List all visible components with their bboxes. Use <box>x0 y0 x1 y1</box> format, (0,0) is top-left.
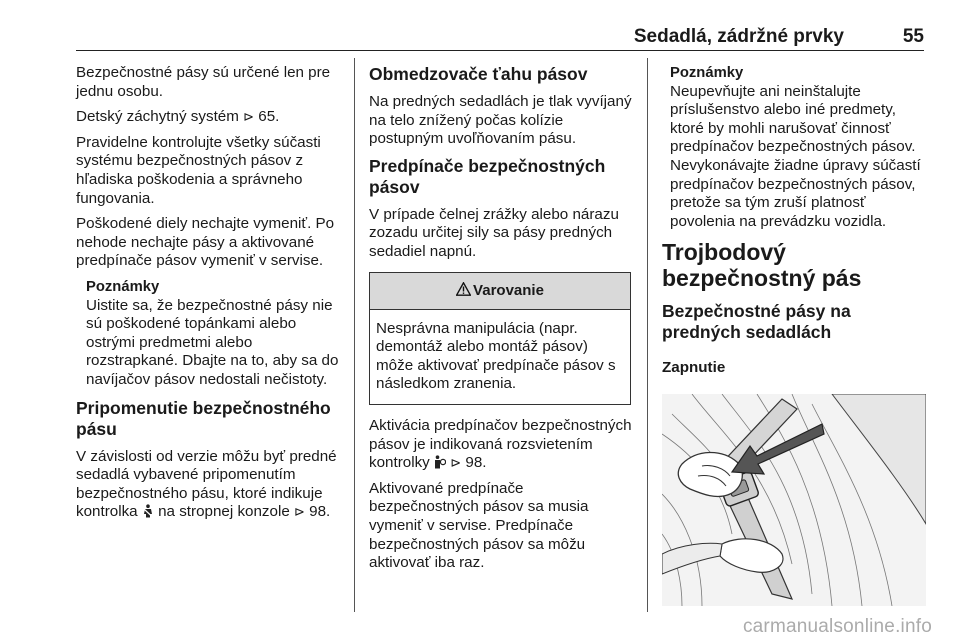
reference-arrow-icon: ⊳ <box>294 504 305 520</box>
column-divider <box>647 58 648 612</box>
page-reference[interactable]: 65. <box>258 108 280 126</box>
note-title: Poznámky <box>670 65 744 81</box>
section-heading-three-point-belt: Trojbodový bezpečnostný pás <box>662 239 862 292</box>
paragraph: V prípade čelnej zrážky alebo nárazu zozadu určitej sily sa pásy predných sedadiel napnú. <box>369 205 619 260</box>
seatbelt-drawing <box>662 394 926 606</box>
paragraph: Na predných sedadlách je tlak vyvíjaný na telo znížený počas kolízie postupným uvoľňovaním pásu. <box>369 93 632 148</box>
note <box>86 278 344 390</box>
column-1 <box>76 64 344 529</box>
reference-arrow-icon: ⊳ <box>243 109 255 125</box>
column-2 <box>369 64 633 580</box>
page-reference[interactable]: 98. <box>309 503 331 521</box>
note-text: Uistite sa, že bezpečnostné pásy nie sú poškodené topánkami alebo ostrými predmetmi alebo rozstrapkané. Dbajte na to, aby sa do navíjačov pásov nedostali nečistoty. <box>86 296 339 388</box>
seatbelt-fastening-illustration <box>662 394 926 606</box>
paragraph: Pravidelne kontrolujte všetky súčasti systému bezpečnostných pásov z hľadiska poškodenia a správneho fungovania. <box>76 133 321 207</box>
warning-box <box>369 272 631 405</box>
note-text: Neupevňujte ani neinštalujte príslušenstvo alebo iné predmety, ktoré by mohli narušovať činnosť predpínačov bezpečnostných pásov. Nevykonávajte žiadne úpravy súčastí predpínačov bezpečnostných pásov, pretože sa tým zruší platnosť povolenia na prevádzku vozidla. <box>670 82 921 230</box>
section-heading-pretensioner: Predpínače bezpečnostných pásov <box>369 155 606 197</box>
paragraph: Detský záchytný systém ⊳ 65. <box>76 108 280 126</box>
section-heading-reminder: Pripomenutie bezpečnostného pásu <box>76 397 331 439</box>
paragraph: Aktivácia predpínačov bezpečnostných pásov je indikovaná rozsvietením kontrolky ⊳ 98. <box>369 416 632 472</box>
note-title: Poznámky <box>86 278 160 295</box>
column-divider <box>354 58 355 612</box>
section-heading-limiter: Obmedzovače ťahu pásov <box>369 64 588 84</box>
paragraph: V závislosti od verzie môžu byť predné sedadlá vybavené pripomenutím bezpečnostného pásu, ktoré indikuje kontrolka na stropnej konzole ⊳ 98. <box>76 447 337 521</box>
watermark: carmanualsonline.info <box>742 616 932 637</box>
warning-header <box>370 273 630 310</box>
paragraph: Poškodené diely nechajte vymeniť. Po nehode nechajte pásy a aktivované predpínače pásov vymeniť v servise. <box>76 215 335 270</box>
paragraph: Aktivované predpínače bezpečnostných pásov sa musia vymeniť v servise. Predpínače bezpečnostných pásov sa môžu aktivovať iba raz. <box>369 479 589 572</box>
subsection-heading-front-seats: Bezpečnostné pásy na predných sedadlách <box>662 301 851 343</box>
airbag-pretensioner-icon <box>434 455 446 469</box>
seatbelt-reminder-icon <box>142 504 154 518</box>
warning-title: Varovanie <box>473 281 544 299</box>
note <box>670 64 926 231</box>
subsection-heading-fasten: Zapnutie <box>662 359 726 377</box>
column-3 <box>662 64 926 390</box>
reference-arrow-icon: ⊳ <box>450 455 462 471</box>
page-number: 55 <box>902 26 924 47</box>
warning-text: Nesprávna manipulácia (napr. demontáž alebo montáž pásov) môže aktivovať predpínače pásov s následkom zranenia. <box>376 319 616 393</box>
page-header <box>76 26 924 48</box>
warning-triangle-icon <box>456 282 471 296</box>
paragraph: Bezpečnostné pásy sú určené len pre jednu osobu. <box>76 64 331 100</box>
page-reference[interactable]: 98. <box>465 454 487 472</box>
header-rule <box>76 50 924 51</box>
page-title: Sedadlá, zádržné prvky <box>633 26 844 47</box>
